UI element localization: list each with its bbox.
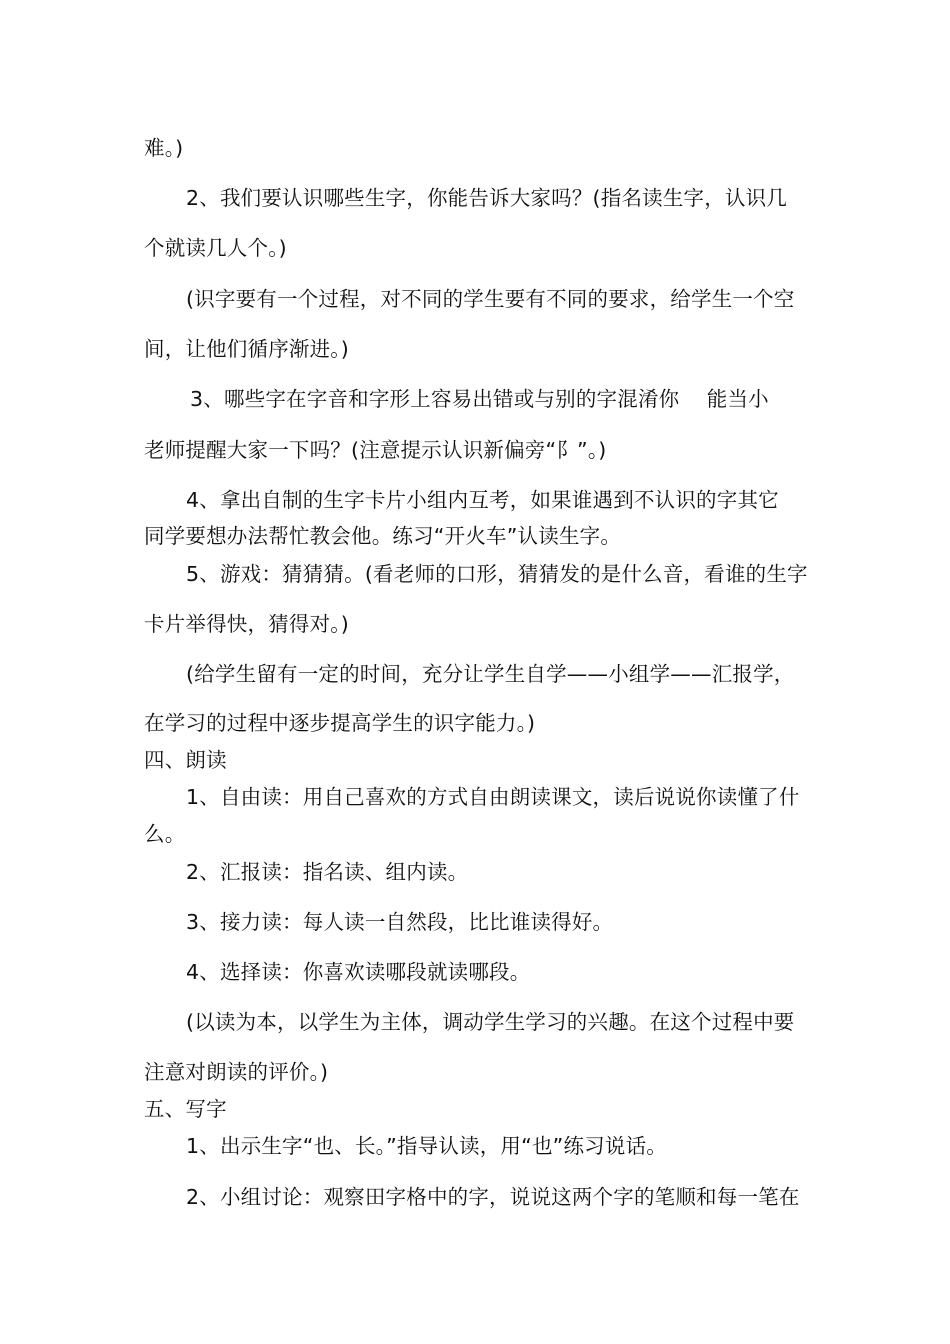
section-heading: 五、写字 <box>144 1097 227 1121</box>
text-line: 间，让他们循序渐进。) <box>144 337 349 361</box>
text-line: 么。 <box>144 822 186 846</box>
text-line: 个就读几人个。) <box>144 236 287 260</box>
text-line: 卡片举得快，猜得对。) <box>144 612 349 636</box>
text-line: 3、接力读：每人读一自然段，比比谁读得好。 <box>186 910 614 934</box>
text-line: 同学要想办法帮忙教会他。练习“开火车”认读生字。 <box>144 524 622 548</box>
text-line: 1、出示生字“也、长。”指导认读，用“也”练习说话。 <box>186 1134 667 1158</box>
text-line: 老师提醒大家一下吗？(注意提示认识新偏旁“阝”。) <box>144 438 607 462</box>
text-line: (以读为本，以学生为主体，调动学生学习的兴趣。在这个过程中要 <box>186 1010 795 1034</box>
text-line: 1、自由读：用自己喜欢的方式自由朗读课文，读后说说你读懂了什 <box>186 785 800 809</box>
text-line: 2、汇报读：指名读、组内读。 <box>186 860 469 884</box>
text-line: (给学生留有一定的时间，充分让学生自学——小组学——汇报学， <box>186 662 795 686</box>
text-line: 2、我们要认识哪些生字，你能告诉大家吗？(指名读生字，认识几 <box>186 186 788 210</box>
section-heading: 四、朗读 <box>144 748 227 772</box>
text-line: 注意对朗读的评价。) <box>144 1060 329 1084</box>
text-line: 4、拿出自制的生字卡片小组内互考，如果谁遇到不认识的字其它 <box>186 488 779 512</box>
text-line: 难。) <box>144 136 184 160</box>
text-line: 3、哪些字在字音和字形上容易出错或与别的字混淆你 能当小 <box>190 387 769 411</box>
text-line: 5、游戏：猜猜猜。(看老师的口形，猜猜发的是什么音，看谁的生字 <box>186 562 808 586</box>
text-line: 2、小组讨论：观察田字格中的字，说说这两个字的笔顺和每一笔在 <box>186 1185 800 1209</box>
text-line: 4、选择读：你喜欢读哪段就读哪段。 <box>186 960 531 984</box>
text-line: 在学习的过程中逐步提高学生的识字能力。) <box>144 711 536 735</box>
text-line: (识字要有一个过程，对不同的学生要有不同的要求，给学生一个空 <box>186 287 795 311</box>
